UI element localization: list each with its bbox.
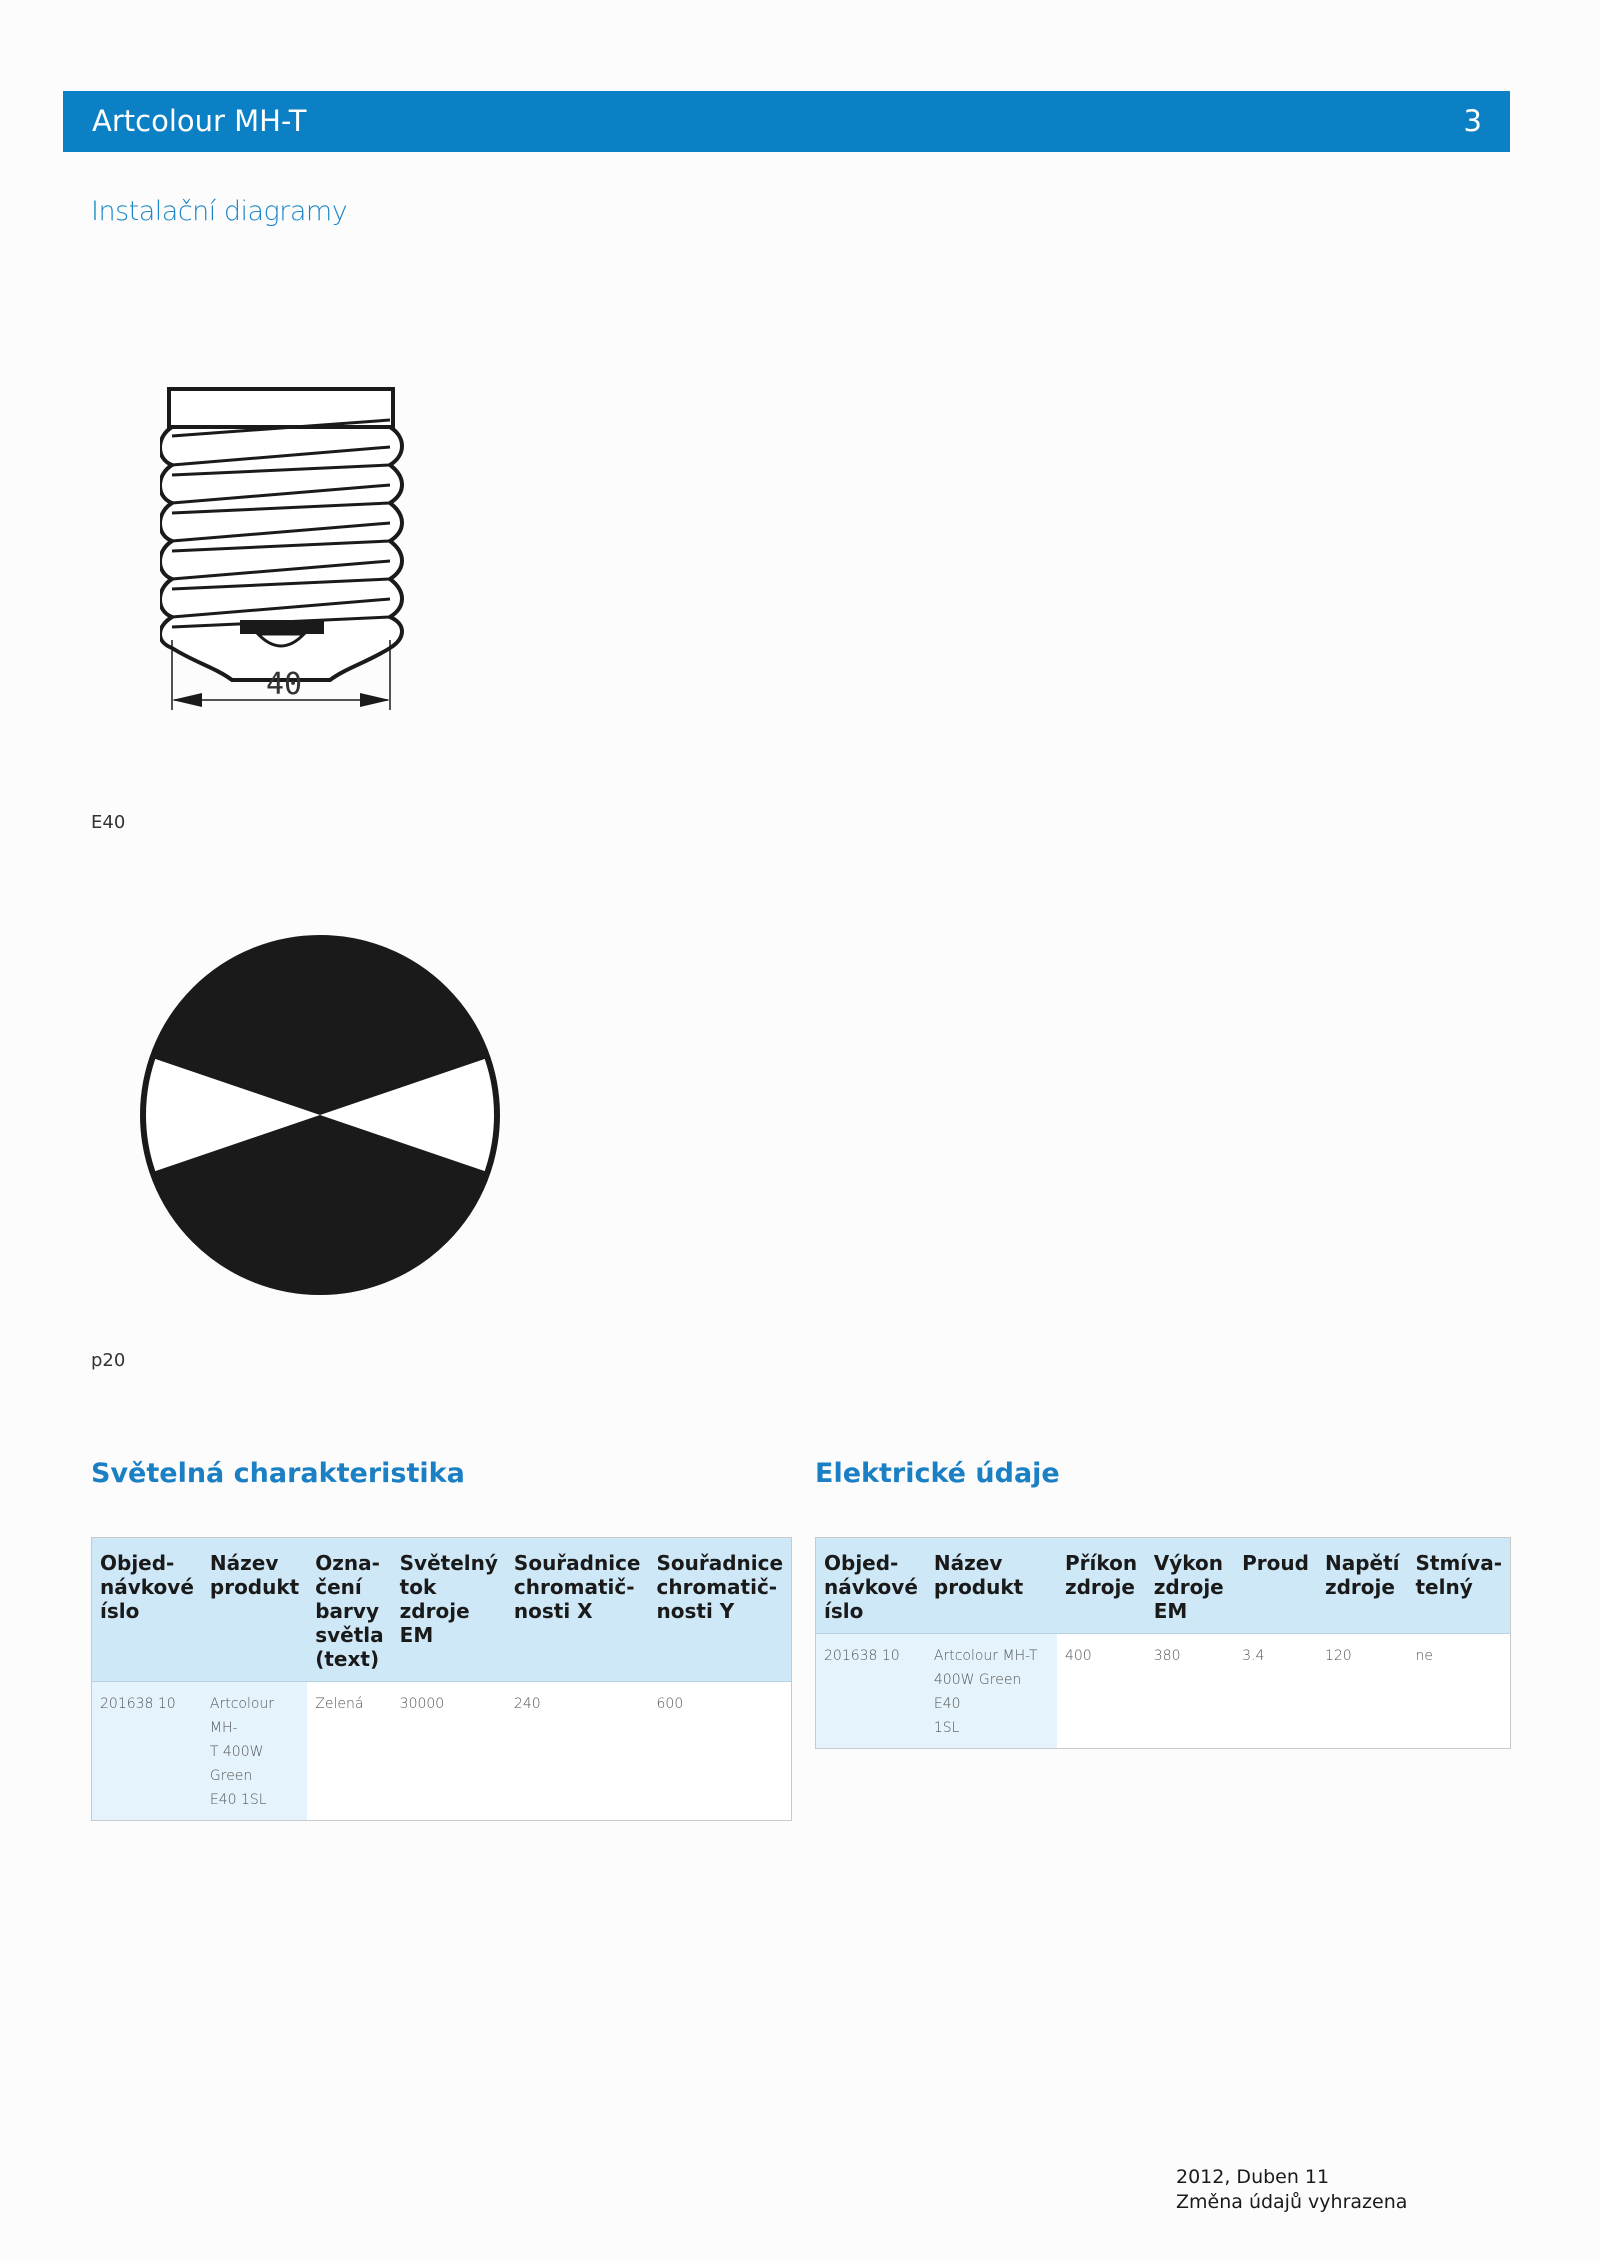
table-cell: ne (1415, 1648, 1433, 1664)
electrical-data-table (815, 1537, 1511, 1749)
table-row (816, 1634, 1511, 1749)
footer-note: Změna údajů vyhrazena (1176, 2191, 1408, 2213)
page-number: 3 (1463, 104, 1482, 138)
column-header: Napětí zdroje (1317, 1538, 1408, 1634)
table-cell: 30000 (399, 1696, 445, 1712)
column-header: Výkon zdroje EM (1146, 1538, 1234, 1634)
footer-date: 2012, Duben 11 (1176, 2166, 1330, 2188)
electrical-data-heading: Elektrické údaje (815, 1458, 1060, 1489)
p20-caption: p20 (91, 1350, 126, 1371)
column-header: Příkon zdroje (1057, 1538, 1146, 1634)
header-bar (63, 91, 1510, 152)
table-cell: Artcolour MH-T 400W Green E40 1SL (926, 1634, 1057, 1749)
table-cell: 400 (1064, 1648, 1092, 1664)
table-cell: 600 (656, 1696, 684, 1712)
table-header-row (816, 1538, 1511, 1634)
table-cell: 380 (1153, 1648, 1181, 1664)
installation-diagrams-title: Instalační diagramy (91, 196, 348, 227)
table-cell: 240 (513, 1696, 541, 1712)
column-header: Proud (1234, 1538, 1317, 1634)
column-header: Objed- návkové íslo (92, 1538, 202, 1682)
table-cell: 201638 10 (816, 1634, 926, 1749)
e40-base-diagram (160, 380, 410, 720)
p20-symbol-diagram (135, 930, 505, 1300)
table-cell: Artcolour MH- T 400W Green E40 1SL (202, 1682, 307, 1821)
column-header: Světelný tok zdroje EM (392, 1538, 506, 1682)
column-header: Název produkt (926, 1538, 1057, 1634)
table-cell: 3.4 (1242, 1648, 1265, 1664)
column-header: Souřadnice chromatič- nosti X (506, 1538, 649, 1682)
column-header: Stmíva- telný (1408, 1538, 1511, 1634)
table-cell: 201638 10 (92, 1682, 202, 1821)
document-title: Artcolour MH-T (92, 104, 307, 138)
e40-caption: E40 (91, 812, 126, 833)
light-characteristics-table (91, 1537, 792, 1821)
column-header: Objed- návkové íslo (816, 1538, 926, 1634)
column-header: Souřadnice chromatič- nosti Y (649, 1538, 792, 1682)
e40-dimension-label: 40 (265, 667, 303, 702)
light-characteristics-heading: Světelná charakteristika (91, 1458, 465, 1489)
table-cell: Zelená (315, 1696, 364, 1712)
table-row (92, 1682, 792, 1821)
table-header-row (92, 1538, 792, 1682)
footer (1176, 2165, 1407, 2215)
table-cell: 120 (1324, 1648, 1352, 1664)
column-header: Název produkt (202, 1538, 307, 1682)
column-header: Ozna- čení barvy světla (text) (307, 1538, 391, 1682)
